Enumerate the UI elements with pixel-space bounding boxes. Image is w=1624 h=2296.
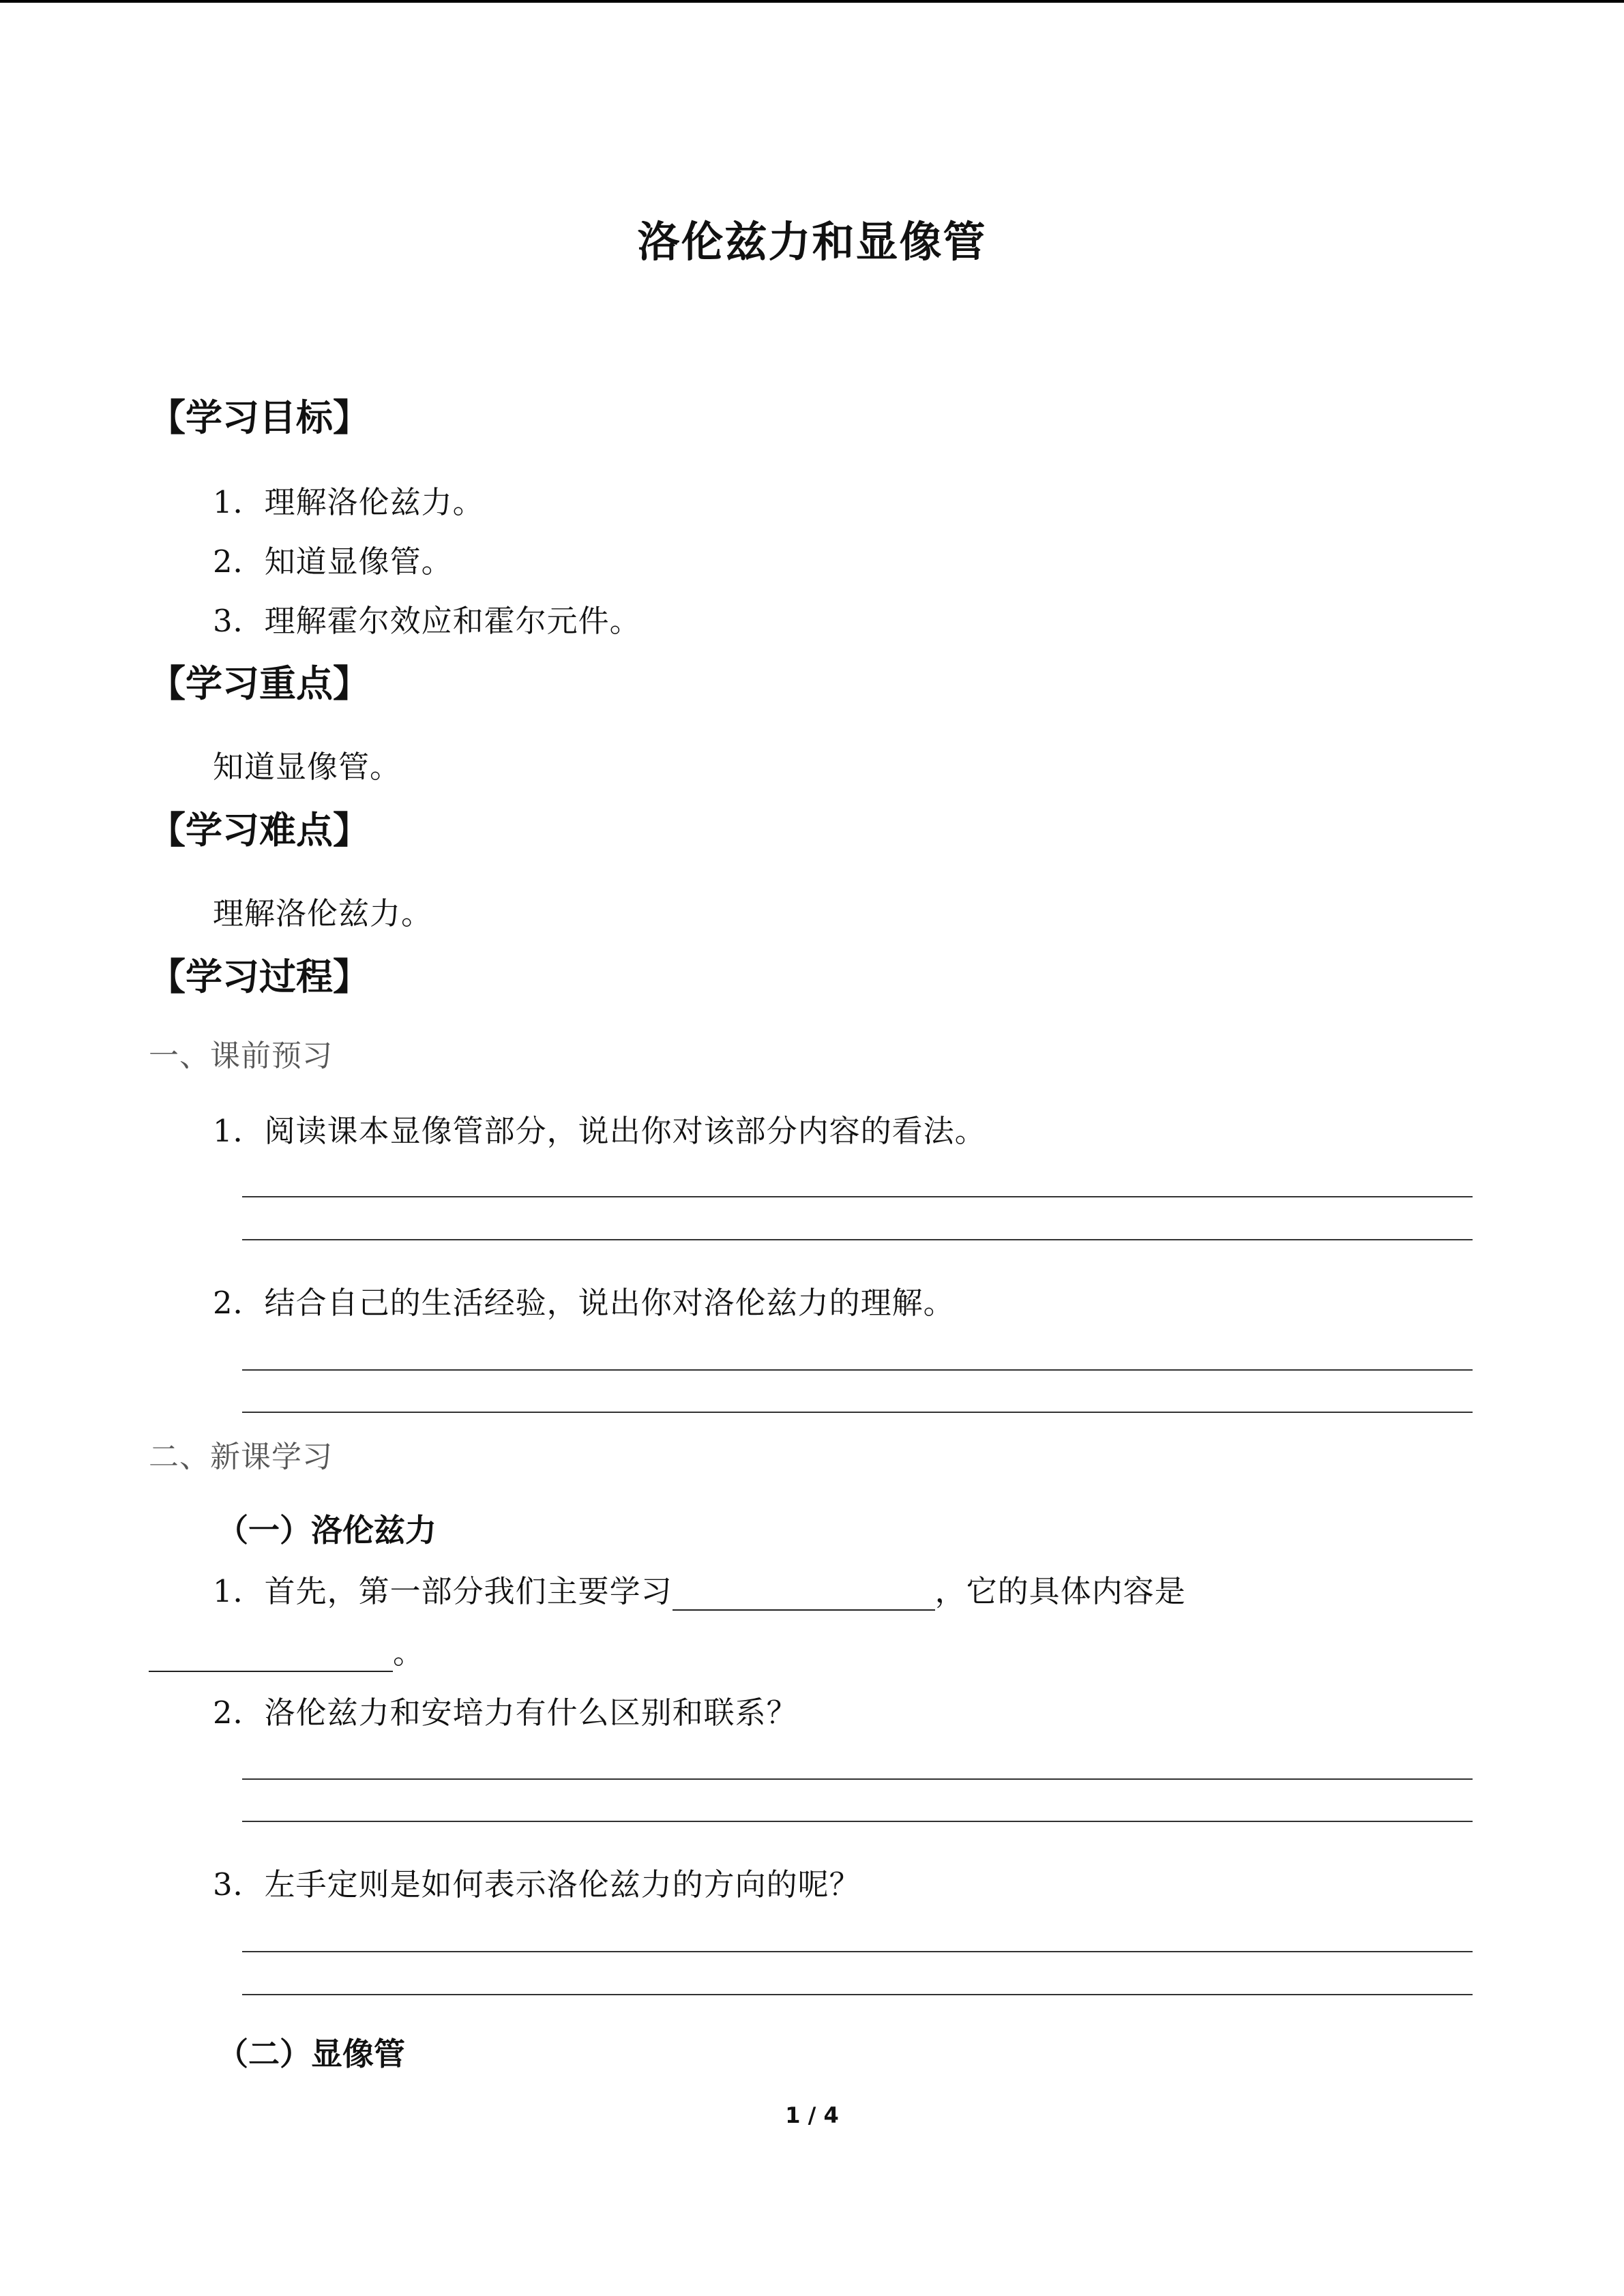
answer-line[interactable] [242, 1412, 1473, 1413]
key-point-heading: 【学习重点】 [149, 662, 370, 705]
objective-item-2: 2．知道显像管。 [213, 543, 453, 580]
objectives-heading: 【学习目标】 [149, 396, 370, 439]
fill-in-question-1-continued [149, 1628, 424, 1672]
answer-line[interactable] [242, 1369, 1473, 1371]
objective-item-1: 1．理解洛伦兹力。 [213, 484, 484, 520]
answer-line[interactable] [242, 1994, 1473, 1995]
fill-in-question-1-start: 1．首先，第一部分我们主要学习 [213, 1573, 673, 1609]
answer-line[interactable] [242, 1196, 1473, 1197]
answer-line[interactable] [242, 1951, 1473, 1952]
page-number: 1 / 4 [785, 2102, 839, 2128]
objective-item-3: 3．理解霍尔效应和霍尔元件。 [213, 603, 641, 639]
preview-section-label: 一、课前预习 [149, 1039, 333, 1073]
answer-line[interactable] [242, 1821, 1473, 1822]
answer-line[interactable] [242, 1239, 1473, 1240]
page-top-border [0, 0, 1624, 3]
difficulty-heading: 【学习难点】 [149, 809, 370, 852]
lorentz-question-3: 3．左手定则是如何表示洛伦兹力的方向的呢？ [213, 1866, 861, 1903]
fill-in-question-1 [213, 1566, 1186, 1611]
lorentz-question-2: 2．洛伦兹力和安培力有什么区别和联系？ [213, 1695, 798, 1731]
fill-in-question-1-end: 。 [393, 1635, 425, 1671]
answer-line[interactable] [242, 1778, 1473, 1780]
key-point-text: 知道显像管。 [213, 749, 402, 785]
lorentz-force-subheading: （一）洛伦兹力 [217, 1512, 437, 1549]
picture-tube-subheading: （二）显像管 [217, 2036, 405, 2072]
fill-in-question-1-mid: ，它的具体内容是 [934, 1573, 1186, 1609]
document-title: 洛伦兹力和显像管 [637, 217, 987, 267]
preview-question-1: 1．阅读课本显像管部分，说出你对该部分内容的看法。 [213, 1113, 986, 1149]
preview-question-2: 2．结合自己的生活经验，说出你对洛伦兹力的理解。 [213, 1285, 955, 1321]
process-heading: 【学习过程】 [149, 955, 370, 998]
fill-in-blank[interactable] [149, 1641, 393, 1672]
new-lesson-section-label: 二、新课学习 [149, 1440, 333, 1474]
fill-in-blank[interactable] [673, 1579, 935, 1611]
difficulty-text: 理解洛伦兹力。 [213, 895, 433, 931]
